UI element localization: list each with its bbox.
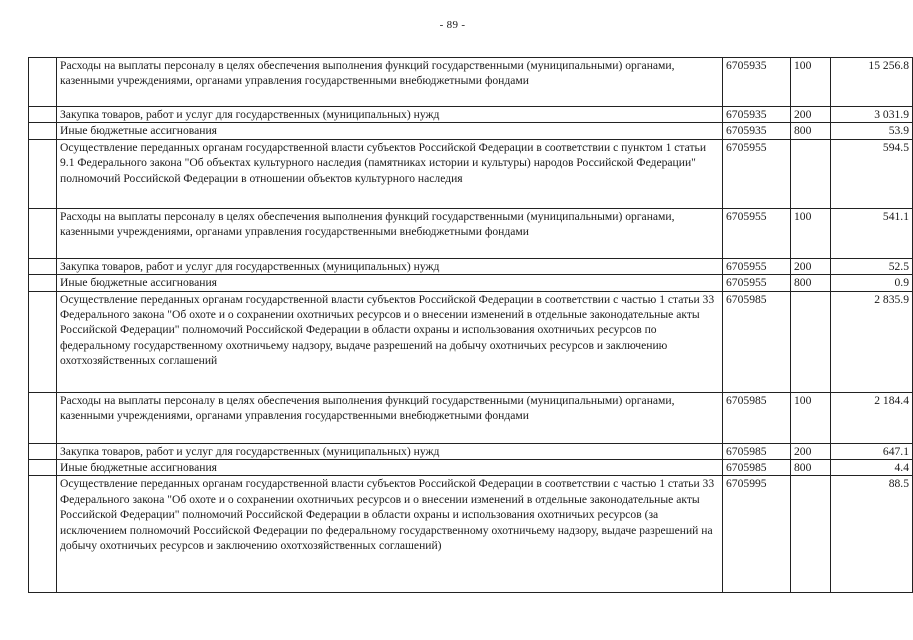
row-target-code: 6705955 xyxy=(723,258,791,274)
row-amount: 647.1 xyxy=(831,443,913,459)
row-name: Закупка товаров, работ и услуг для государственных (муниципальных) нужд xyxy=(57,443,723,459)
row-amount: 53.9 xyxy=(831,123,913,139)
row-name: Закупка товаров, работ и услуг для государственных (муниципальных) нужд xyxy=(57,107,723,123)
row-expense-type: 200 xyxy=(791,258,831,274)
row-expense-type xyxy=(791,476,831,593)
row-amount: 594.5 xyxy=(831,139,913,208)
row-expense-type: 800 xyxy=(791,123,831,139)
row-expense-type: 800 xyxy=(791,460,831,476)
row-amount: 0.9 xyxy=(831,275,913,291)
row-name: Осуществление переданных органам государственной власти субъектов Российской Федерации в соответствии с частью 1 статьи 33 Федерального закона "Об охоте и о сохранении охотничьих ресурсов и о внесении изменений в отдельные законодательные акты Российской Федерации" полномочий Российской Федерации в области охраны и использования охотничьих ресурсов (за исключением полномочий Российской Федерации по федеральному государственному охотничьему надзору, выдаче разрешений на добычу охотничьих ресурсов и заключению охотхозяйственных соглашений) xyxy=(57,476,723,593)
row-amount: 2 835.9 xyxy=(831,291,913,392)
row-name: Осуществление переданных органам государственной власти субъектов Российской Федерации в соответствии с пунктом 1 статьи 9.1 Федерального закона "Об объектах культурного наследия (памятниках истории и культуры) народов Российской Федерации" полномочий Российской Федерации в отношении объектов культурного наследия xyxy=(57,139,723,208)
empty-cell xyxy=(29,139,57,208)
row-target-code: 6705935 xyxy=(723,107,791,123)
empty-cell xyxy=(29,275,57,291)
row-expense-type: 100 xyxy=(791,58,831,107)
row-target-code: 6705955 xyxy=(723,139,791,208)
empty-cell xyxy=(29,258,57,274)
row-name: Иные бюджетные ассигнования xyxy=(57,275,723,291)
empty-cell xyxy=(29,123,57,139)
row-target-code: 6705985 xyxy=(723,443,791,459)
empty-cell xyxy=(29,208,57,258)
table-row xyxy=(29,460,913,476)
row-amount: 52.5 xyxy=(831,258,913,274)
row-name: Закупка товаров, работ и услуг для государственных (муниципальных) нужд xyxy=(57,258,723,274)
row-expense-type: 100 xyxy=(791,392,831,443)
table-row xyxy=(29,258,913,274)
table-row xyxy=(29,123,913,139)
row-target-code: 6705995 xyxy=(723,476,791,593)
row-target-code: 6705935 xyxy=(723,58,791,107)
row-target-code: 6705985 xyxy=(723,460,791,476)
row-target-code: 6705955 xyxy=(723,275,791,291)
table-row xyxy=(29,443,913,459)
row-name: Иные бюджетные ассигнования xyxy=(57,460,723,476)
row-amount: 88.5 xyxy=(831,476,913,593)
row-expense-type xyxy=(791,291,831,392)
budget-table xyxy=(28,57,913,593)
empty-cell xyxy=(29,476,57,593)
row-expense-type: 200 xyxy=(791,443,831,459)
row-expense-type xyxy=(791,139,831,208)
table-row xyxy=(29,107,913,123)
table-row xyxy=(29,139,913,208)
row-expense-type: 800 xyxy=(791,275,831,291)
empty-cell xyxy=(29,460,57,476)
row-target-code: 6705955 xyxy=(723,208,791,258)
table-row xyxy=(29,291,913,392)
row-name: Осуществление переданных органам государственной власти субъектов Российской Федерации в соответствии с частью 1 статьи 33 Федерального закона "Об охоте и о сохранении охотничьих ресурсов и о внесении изменений в отдельные законодательные акты Российской Федерации" полномочий Российской Федерации в области охраны и использования охотничьих ресурсов по федеральному государственному охотничьему надзору, выдаче разрешений на добычу охотничьих ресурсов и заключению охотхозяйственных соглашений xyxy=(57,291,723,392)
table-row xyxy=(29,275,913,291)
empty-cell xyxy=(29,443,57,459)
row-amount: 4.4 xyxy=(831,460,913,476)
table-row xyxy=(29,208,913,258)
row-amount: 2 184.4 xyxy=(831,392,913,443)
row-expense-type: 200 xyxy=(791,107,831,123)
empty-cell xyxy=(29,58,57,107)
row-name: Расходы на выплаты персоналу в целях обеспечения выполнения функций государственными (муниципальными) органами, казенными учреждениями, органами управления государственными внебюджетными фондами xyxy=(57,58,723,107)
empty-cell xyxy=(29,291,57,392)
empty-cell xyxy=(29,392,57,443)
page-number: - 89 - xyxy=(439,19,466,31)
empty-cell xyxy=(29,107,57,123)
row-name: Расходы на выплаты персоналу в целях обеспечения выполнения функций государственными (муниципальными) органами, казенными учреждениями, органами управления государственными внебюджетными фондами xyxy=(57,208,723,258)
table-row xyxy=(29,58,913,107)
row-target-code: 6705985 xyxy=(723,291,791,392)
row-expense-type: 100 xyxy=(791,208,831,258)
row-target-code: 6705935 xyxy=(723,123,791,139)
row-name: Расходы на выплаты персоналу в целях обеспечения выполнения функций государственными (муниципальными) органами, казенными учреждениями, органами управления государственными внебюджетными фондами xyxy=(57,392,723,443)
row-amount: 3 031.9 xyxy=(831,107,913,123)
row-amount: 541.1 xyxy=(831,208,913,258)
table-row xyxy=(29,476,913,593)
row-name: Иные бюджетные ассигнования xyxy=(57,123,723,139)
table-row xyxy=(29,392,913,443)
row-target-code: 6705985 xyxy=(723,392,791,443)
row-amount: 15 256.8 xyxy=(831,58,913,107)
